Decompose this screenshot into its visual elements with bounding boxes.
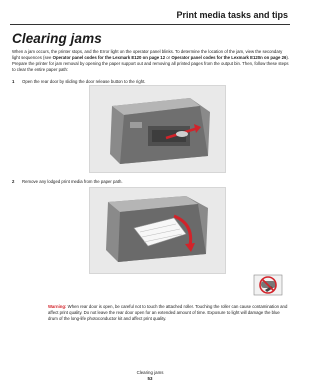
rear-door-illustration [89,85,226,173]
no-touch-roller-icon [253,274,283,296]
intro-text-1: When a jam occurs, the printer stops, and the Error light on the operator panel blinks. To determine the location of the jam, view the secondary light sequences (see [12,49,283,61]
step-2 [12,179,288,185]
intro-text-3: ). Prepare the printer for jam removal by opening the paper support out and removing all printed pages from the output bin. Then, follow these steps to clear the entire paper path: [12,55,290,73]
intro-text-2: or [165,55,172,61]
warning-note [48,304,290,322]
step-number: 1 [12,79,15,84]
step-number: 2 [12,179,15,184]
intro-link-e120[interactable]: Operator panel codes for the Lexmark E120 on page 12 [52,55,166,61]
step-text: Remove any lodged print media from the paper path. [22,179,123,184]
section-title: Clearing jams [12,31,102,46]
page-footer [0,370,300,382]
footer-page-number: 53 [147,376,153,381]
jam-removal-illustration [89,187,226,274]
step-text: Open the rear door by sliding the door release button to the right. [22,79,146,84]
warning-label: Warning: [48,304,67,309]
page-header-title: Print media tasks and tips [176,10,288,20]
footer-section-name: Clearing jams [136,370,164,375]
intro-paragraph [12,49,290,73]
intro-link-e120n[interactable]: Operator panel codes for the Lexmark E120n on page 26 [171,55,287,61]
header-divider [10,24,290,25]
warning-text: When rear door is open, be careful not to touch the attached roller. Touching the roller can cause contamination and affect print quality. Do not leave the rear door open for an extended amount of time. Exposure to light will damage the blue drum of the long-life photoconductor kit and affect print quality. [48,304,288,322]
